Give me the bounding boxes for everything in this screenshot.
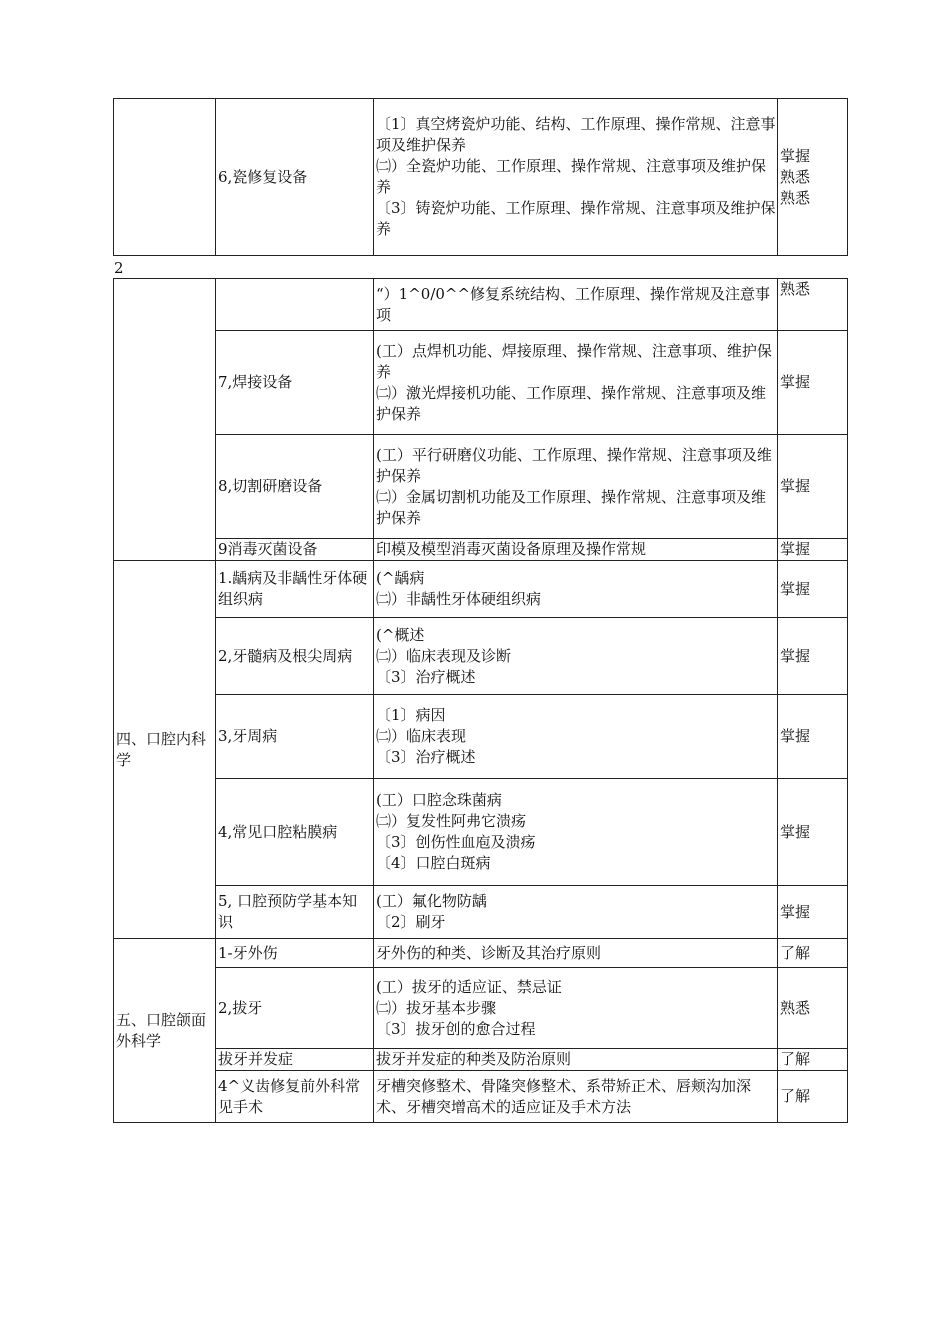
table-row [114,968,848,1049]
item-cell: 1.龋病及非龋性牙体硬组织病 [216,561,374,618]
section-title-cell: 五、口腔颌面外科学 [114,939,216,1123]
content-line: ㈡）复发性阿弗它溃疡 [376,812,527,830]
content-line: (^龋病 [376,569,425,587]
item-cell [216,279,374,331]
content-line: “）1^0/0^^修复系统结构、工作原理、操作常规及注意事项 [376,284,771,324]
content-line: 〔3〕治疗概述 [376,667,476,686]
level-line: 熟悉 [780,167,811,186]
content-line: (工）拔牙的适应证、禁忌证 [376,977,562,996]
level-cell: 了解 [778,939,848,968]
item-cell: 4,常见口腔粘膜病 [216,779,374,886]
item-cell: 6,瓷修复设备 [216,99,374,256]
section-title-cell: 四、口腔内科学 [114,561,216,939]
level-cell: 熟悉 [778,279,848,331]
content-cell: 印模及模型消毒灭菌设备原理及操作常规 [374,539,778,561]
level-cell: 熟悉 [778,968,848,1049]
content-cell [374,618,778,695]
content-cell [374,968,778,1049]
level-cell [778,99,848,256]
content-line: ㈡）拔牙基本步骤 [376,998,497,1017]
item-cell: 8,切割研磨设备 [216,435,374,539]
content-line: (^概述 [376,625,425,644]
item-cell: 9消毒灭菌设备 [216,539,374,561]
syllabus-table [113,278,848,1123]
content-cell: 牙外伤的种类、诊断及其治疗原则 [374,939,778,968]
level-cell: 了解 [778,1049,848,1071]
content-line: ㈡）非龋性牙体硬组织病 [376,590,542,608]
content-cell: 牙槽突修整术、骨隆突修整术、系带矫正术、唇颊沟加深术、牙槽突增高术的适应证及手术方法 [374,1071,778,1123]
item-cell: 3,牙周病 [216,695,374,779]
table-row [114,1049,848,1071]
section-cell [114,99,216,256]
content-line: (工）点焊机功能、焊接原理、操作常规、注意事项、维护保养 [376,341,772,381]
content-line: ㈡）金属切割机功能及工作原理、操作常规、注意事项及维护保养 [376,487,767,527]
content-cell [374,561,778,618]
content-cell [374,435,778,539]
level-cell: 掌握 [778,539,848,561]
table-row [114,779,848,886]
item-cell: 4^义齿修复前外科常见手术 [216,1071,374,1123]
table-row [114,1071,848,1123]
content-cell [374,695,778,779]
table-row [114,99,848,256]
content-line: 〔3〕拔牙创的愈合过程 [376,1019,536,1038]
syllabus-table-top [113,98,848,256]
item-cell: 5, 口腔预防学基本知识 [216,886,374,939]
section-cell [114,279,216,561]
content-line: 〔4〕口腔白斑病 [376,854,491,872]
table-row [114,279,848,331]
table-row [114,695,848,779]
table-row [114,539,848,561]
content-line: (工）口腔念珠菌病 [376,791,502,809]
content-line: ㈡）临床表现 [376,727,467,745]
item-cell: 拔牙并发症 [216,1049,374,1071]
item-cell: 1-牙外伤 [216,939,374,968]
table-row [114,618,848,695]
content-line: 〔1〕真空烤瓷炉功能、结构、工作原理、操作常规、注意事项及维护保养 [376,115,776,154]
content-line: ㈡）全瓷炉功能、工作原理、操作常规、注意事项及维护保养 [376,157,767,196]
content-cell [374,99,778,256]
level-cell: 掌握 [778,331,848,435]
level-cell: 掌握 [778,435,848,539]
content-cell [374,779,778,886]
content-line: ㈡）临床表现及诊断 [376,646,512,665]
level-line: 掌握 [780,146,811,165]
item-cell: 2,牙髓病及根尖周病 [216,618,374,695]
content-line: (工）氟化物防龋 [376,892,487,910]
level-cell: 掌握 [778,695,848,779]
content-cell [374,279,778,331]
content-line: 〔2〕刷牙 [376,913,446,931]
page-number: 2 [114,259,124,277]
table-row [114,435,848,539]
level-cell: 了解 [778,1071,848,1123]
content-line: 〔3〕铸瓷炉功能、工作原理、操作常规、注意事项及维护保养 [376,199,776,238]
level-cell: 掌握 [778,618,848,695]
table-row [114,939,848,968]
content-line: (工）平行研磨仪功能、工作原理、操作常规、注意事项及维护保养 [376,445,772,485]
content-line: ㈡）激光焊接机功能、工作原理、操作常规、注意事项及维护保养 [376,383,767,423]
content-line: 〔3〕治疗概述 [376,748,476,766]
level-line: 熟悉 [780,188,811,207]
item-cell: 2,拔牙 [216,968,374,1049]
content-cell: 拔牙并发症的种类及防治原则 [374,1049,778,1071]
table-row [114,561,848,618]
level-cell: 掌握 [778,561,848,618]
level-cell: 掌握 [778,886,848,939]
table-row [114,331,848,435]
content-cell [374,331,778,435]
table-row [114,886,848,939]
level-cell: 掌握 [778,779,848,886]
content-line: 〔1〕病因 [376,706,446,724]
item-cell: 7,焊接设备 [216,331,374,435]
content-cell [374,886,778,939]
content-line: 〔3〕创伤性血庖及溃疡 [376,833,536,851]
